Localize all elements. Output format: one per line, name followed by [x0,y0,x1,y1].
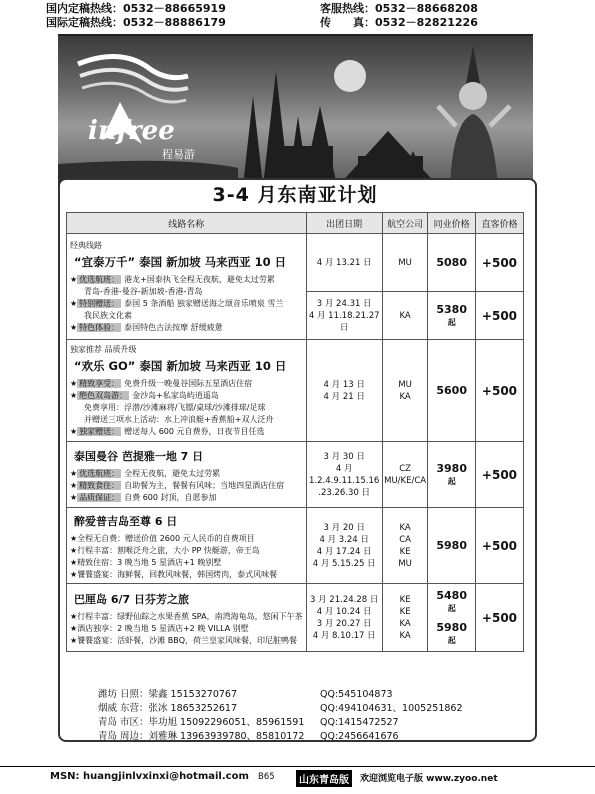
page-footer [0,766,595,789]
route-name: 巴厘岛 6/7 日芬芳之旅 [74,593,189,606]
retail-price-cell: +500 [475,508,523,584]
header-dates: 出团日期 [306,213,382,234]
retail-price-cell: +500 [475,442,523,508]
service-hotline: 客服热线：0532－88668208 [320,2,478,15]
airline-cell: MU [382,234,428,292]
route-cell: 巴厘岛 6/7 日芬芳之旅 ★行程丰富：绿野仙踪之水果香蕉 SPA，南湾海龟岛，悠闲下午茶 ★酒店独享：2 晚当地 5 星酒店+2 晚 VILLA 别墅 ★饕餮盛宴：活虾餐，沙滩 BBQ，荷兰皇家风味餐，印尼脏鸭餐 [67,584,307,652]
trade-price-cell: 3980 起 [428,442,476,508]
trade-price-cell: 5480 起 5980 起 [428,584,476,652]
msn-contact: MSN: huangjinlvxinxi@hotmail.com [50,771,249,782]
list-item: 青岛 市区：毕功旭 15092296051、85961591 QQ:1415472527 [98,717,399,728]
international-hotline: 国际定稿热线：0532－88886179 [46,16,226,29]
list-item: 烟威 东营：张冰 18653252617 QQ:494104631、1005251862 [98,703,463,714]
thailand-banner [58,34,533,186]
edition-badge: 山东青岛版 [296,770,352,787]
dates-cell: 3 月 30 日 4 月 1.2.4.9.11.15.16 .23.26.30 日 [306,442,382,508]
dancer-figure [438,46,510,186]
airline-cell: KA [382,292,428,340]
infree-logo [78,56,195,161]
header-airline: 航空公司 [382,213,428,234]
airline-cell: KE KE KA KA [382,584,428,652]
dates-cell: 3 月 21.24.28 日 4 月 10.24 日 3 月 20.27 日 4 月 8.10.17 日 [306,584,382,652]
retail-price-cell: +500 [475,584,523,652]
table-row [67,584,524,652]
table-row [67,508,524,584]
trade-price-cell: 5980 [428,508,476,584]
retail-price-cell: +500 [475,292,523,340]
hotlines-left [46,2,226,30]
route-cell: 经典线路 “宜泰万千” 泰国 新加坡 马来西亚 10 日 ★ 优选航班： 港龙+国泰执飞全程无夜航，避免太过劳累 青岛-香港-曼谷-新加坡-香港-青岛 ★ 特别赠送： 泰国 5 条酒船 独家赠送海之颂音乐喷泉 雪兰 我民族文化素 ★ 特色体验： 泰国特色古法按摩 舒缓疲惫 [67,234,307,340]
retail-price-cell: +500 [475,234,523,292]
contact-list [98,688,463,744]
header-trade-price: 同业价格 [428,213,476,234]
dates-cell: 3 月 20 日 4 月 3.24 日 4 月 17.24 日 4 月 5.15.25 日 [306,508,382,584]
route-name: 醉爱普吉岛至尊 6 日 [74,515,178,528]
page-number: B65 [258,772,275,782]
route-cell: 醉爱普吉岛至尊 6 日 ★全程无自费：赠送价值 2600 元人民币的自费项目 ★行程丰富：割喉泛舟之旅，大小 PP 快艇游，帝王岛 ★精致住宿：3 晚当地 5 星酒店+1 晚别墅 ★饕餮盛宴：海鲜餐，回教风味餐，韩国烤肉，泰式风味餐 [67,508,307,584]
airline-cell: MU KA [382,340,428,442]
list-item: 青岛 周边：刘雅琳 13963939780、85810172 QQ:2456641676 [98,731,399,742]
svg-text:infree: infree [88,116,175,146]
route-cell: 独家推荐 品质升级 “欢乐 GO” 泰国 新加坡 马来西亚 10 日 ★ 精致享受： 免费升级一晚曼谷国际五星酒店住宿 ★ 绝色双岛游： 金沙岛+私家岛屿逍遥岛 免费享用：浮潜/沙滩麻将/飞镖/桌球/沙滩排球/足球 并赠送三项水上活动：水上冲浪艇+香蕉船+双人泛舟 ★ 独家赠送： 赠送每人 600 元自费券，日夜节目任选 [67,340,307,442]
route-name: “欢乐 GO” 泰国 新加坡 马来西亚 10 日 [74,358,287,373]
table-row [67,442,524,508]
table-row [67,340,524,442]
trade-price-cell: 5600 [428,340,476,442]
domestic-hotline: 国内定稿热线：0532－88665919 [46,2,226,15]
website-link[interactable]: 欢迎浏览电子版 www.zyoo.net [360,774,498,784]
page-title: 3-4 月东南亚计划 [212,184,378,206]
banner-scene [58,36,533,186]
route-table [66,212,524,652]
retail-price-cell: +500 [475,340,523,442]
sun-icon [334,60,366,92]
route-name: “宜泰万千” 泰国 新加坡 马来西亚 10 日 [74,254,287,269]
dates-cell: 4 月 13 日 4 月 21 日 [306,340,382,442]
airline-cell: CZ MU/KE/CA [382,442,428,508]
trade-price-cell: 5380 起 [428,292,476,340]
hotlines-right [320,2,478,30]
route-cell: 泰国曼谷 芭提雅一地 7 日 ★ 优选航班： 全程无夜航，避免太过劳累 ★ 精致食住： 自助餐为主，餐餐有风味；当地四星酒店住宿 ★ 品质保证： 自费 600 封顶，自愿参加 [67,442,307,508]
dates-cell: 3 月 24.31 日 4 月 11.18.21.27 日 [306,292,382,340]
list-item: 潍坊 日照：梁鑫 15153270767 QQ:545104873 [98,689,393,700]
route-name: 泰国曼谷 芭提雅一地 7 日 [74,450,204,463]
table-header-row [67,213,524,234]
header-route: 线路名称 [67,213,307,234]
airline-cell: KA CA KE MU [382,508,428,584]
fax-number: 传 真：0532－82821226 [320,16,478,29]
dates-cell: 4 月 13.21 日 [306,234,382,292]
svg-text:程易游: 程易游 [162,148,195,161]
trade-price-cell: 5080 [428,234,476,292]
table-row [67,234,524,292]
header-retail-price: 直客价格 [475,213,523,234]
